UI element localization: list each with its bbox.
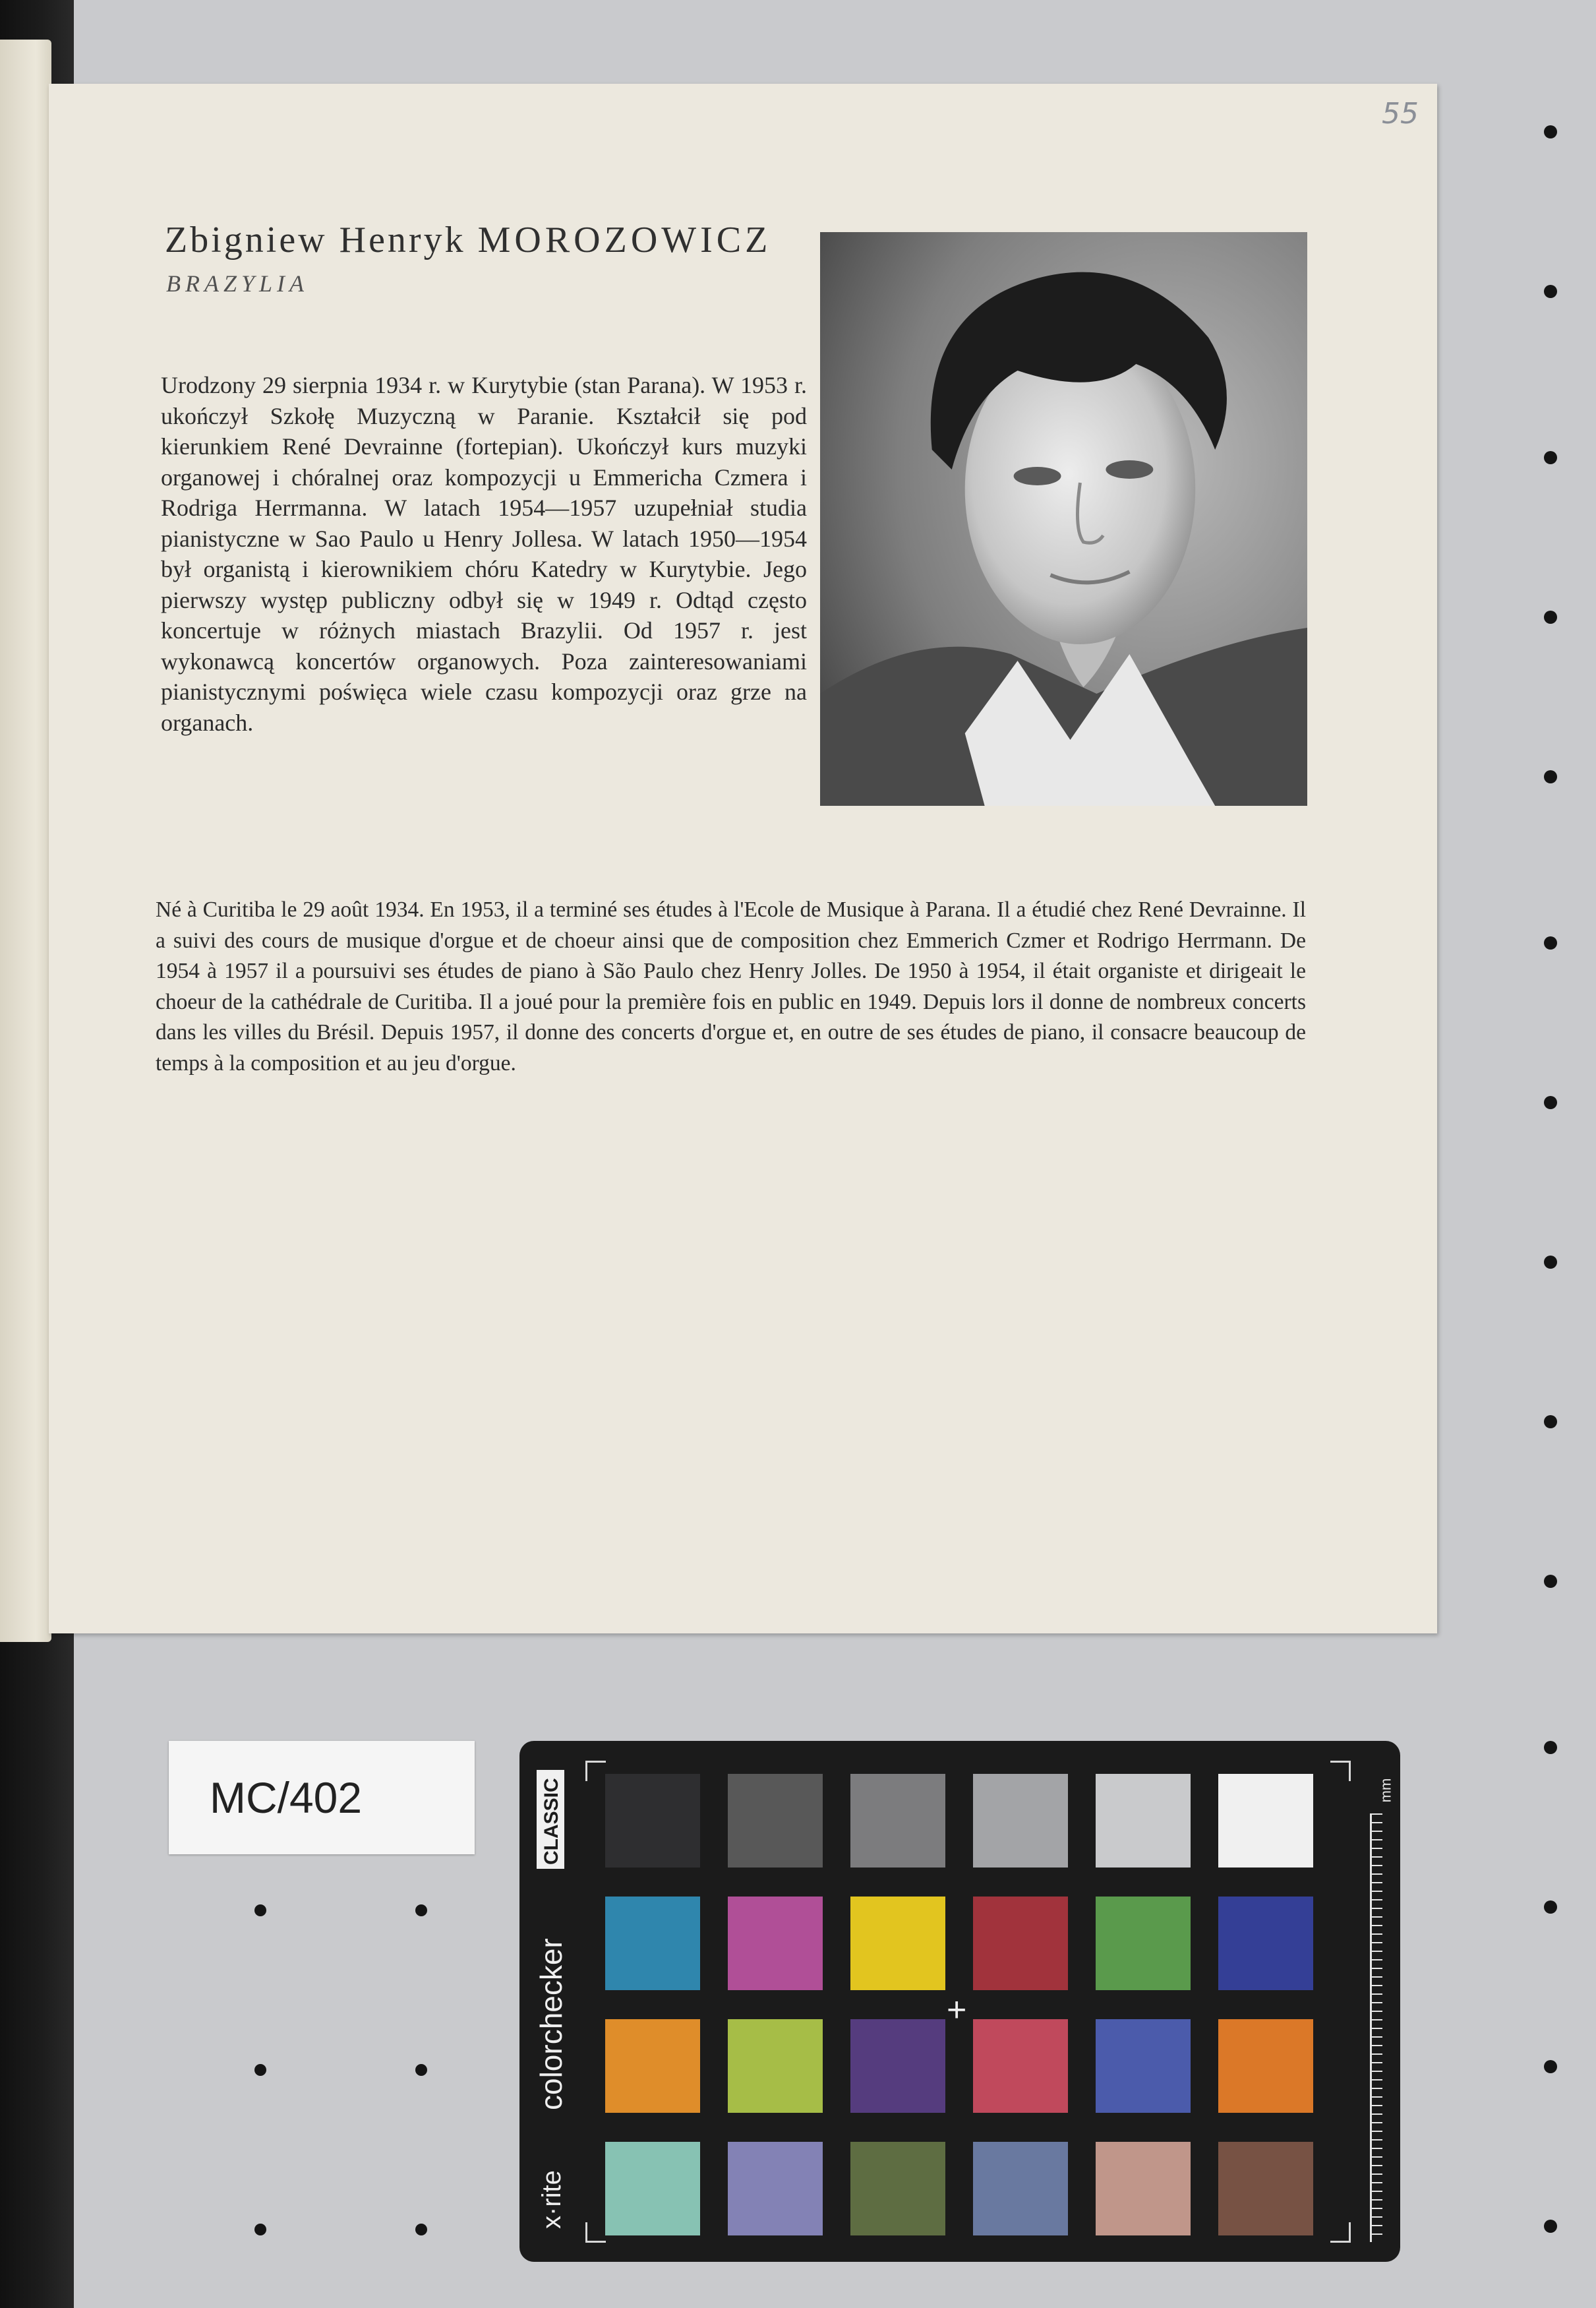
color-checker-branding — [531, 1767, 571, 2235]
binder-hole — [254, 2224, 266, 2235]
french-biography: Né à Curitiba le 29 août 1934. En 1953, il a terminé ses études à l'Ecole de Musique à Parana. Il a étudié chez René Devrainne. Il a suivi des cours de musique d'orgue et de choeur ainsi que de composition chez Emmerich Czmer et Rodrigo Herrmann. De 1954 à 1957 il a poursuivi ses études de piano à São Paulo chez Henry Jolles. De 1950 à 1954, il était organiste et dirigeait le choeur de la cathédrale de Curitiba. Il a joué pour la première fois en public en 1949. Depuis lors il donne de nombreux concerts dans les villes du Brésil. Depuis 1957, il donne des concerts d'orgue et, en outre de ses études de piano, il consacre beaucoup de temps à la composition et au jeu d'orgue. — [156, 897, 1306, 1076]
crop-mark — [585, 2222, 606, 2243]
color-patch — [605, 2142, 700, 2235]
color-patch — [728, 1774, 823, 1868]
color-checker-product-logo: colorchecker — [534, 1938, 568, 2110]
binder-hole — [415, 1904, 427, 1916]
color-patch — [850, 1897, 945, 1990]
color-patch — [605, 1774, 700, 1868]
binder-hole — [415, 2064, 427, 2076]
archive-label — [169, 1741, 475, 1854]
binder-hole — [1544, 285, 1557, 298]
previous-page-edge — [0, 40, 51, 1642]
binder-hole — [1544, 1575, 1557, 1588]
binder-hole — [1544, 770, 1557, 783]
crop-mark — [1330, 2222, 1351, 2243]
binder-hole — [254, 1904, 266, 1916]
polish-biography: Urodzony 29 sierpnia 1934 r. w Kurytybie (stan Parana). W 1953 r. ukończył Szkołę Muzyczną w Paranie. Kształcił się pod kierunkiem René Devrainne (fortepian). Ukończył kurs muzyki organowej i chóralnej oraz kompozycji u Emmericha Czmera i Rodriga Herrmanna. W latach 1954—1957 uzupełniał studia pianistyczne w Sao Paulo u Henry Jollesa. W latach 1950—1954 był organistą i kierownikiem chóru Katedry w Kurytybie. Jego pierwszy występ publiczny odbył się w 1949 r. Odtąd często koncertuje w różnych miastach Brazylii. Od 1957 r. jest wykonawcą koncertów organowych. Poza zainteresowaniami pianistycznymi poświęca wiele czasu kompozycji oraz grze na organach. — [161, 372, 807, 736]
color-patch — [1218, 1774, 1313, 1868]
center-crosshair: + — [947, 1991, 967, 2029]
binder-hole — [1544, 611, 1557, 624]
binder-hole — [1544, 1900, 1557, 1914]
color-patch — [973, 2142, 1068, 2235]
document-page — [49, 84, 1437, 1633]
color-patch — [728, 2142, 823, 2235]
color-checker-card — [519, 1741, 1400, 2262]
color-patch — [1096, 2142, 1191, 2235]
color-patch — [1096, 1897, 1191, 1990]
color-patch — [605, 1897, 700, 1990]
color-patch — [1218, 2142, 1313, 2235]
composer-name — [165, 219, 837, 261]
composer-given-names: Zbigniew Henryk — [165, 220, 478, 260]
binder-hole — [1544, 1096, 1557, 1109]
color-patch — [1096, 2019, 1191, 2113]
crop-mark — [1330, 1761, 1351, 1781]
color-checker-brand-logo: x·rite — [537, 2170, 566, 2229]
binder-hole — [1544, 2220, 1557, 2233]
binder-hole — [1544, 2060, 1557, 2073]
color-patch — [728, 2019, 823, 2113]
color-patch — [973, 1774, 1068, 1868]
color-patch — [1096, 1774, 1191, 1868]
binder-hole — [1544, 936, 1557, 950]
color-patch — [1218, 2019, 1313, 2113]
color-patch — [850, 2142, 945, 2235]
color-patch — [1218, 1897, 1313, 1990]
binder-hole — [1544, 125, 1557, 138]
color-patch — [973, 1897, 1068, 1990]
crop-mark — [585, 1761, 606, 1781]
portrait-photo — [820, 232, 1307, 806]
ruler-unit-label: mm — [1377, 1778, 1394, 1803]
binder-hole — [1544, 1256, 1557, 1269]
binder-hole — [1544, 451, 1557, 464]
color-patch — [973, 2019, 1068, 2113]
composer-country: BRAZYLIA — [166, 270, 309, 297]
color-patch — [728, 1897, 823, 1990]
binder-hole — [1544, 1741, 1557, 1754]
color-patch — [605, 2019, 700, 2113]
binder-hole — [415, 2224, 427, 2235]
millimeter-ruler — [1370, 1813, 1393, 2242]
archive-label-text: MC/402 — [210, 1773, 363, 1822]
composer-surname: MOROZOWICZ — [477, 220, 772, 260]
binder-hole — [254, 2064, 266, 2076]
color-patch — [850, 1774, 945, 1868]
binder-hole — [1544, 1415, 1557, 1428]
color-checker-edition-badge: CLASSIC — [541, 1778, 562, 1865]
color-patch — [850, 2019, 945, 2113]
page-number: 55 — [1382, 97, 1419, 131]
